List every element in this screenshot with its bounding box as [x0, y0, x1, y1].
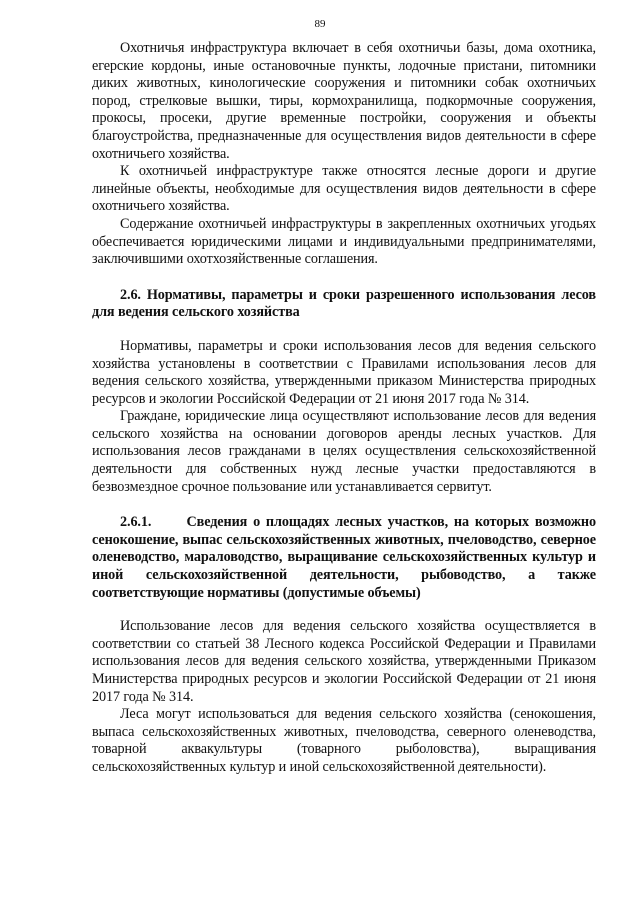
section-heading-2-6: 2.6. Нормативы, параметры и сроки разрешенного использования лесов для ведения сельского хозяйства	[92, 286, 596, 321]
paragraph-infrastructure-maintenance: Содержание охотничьей инфраструктуры в закрепленных охотничьих угодьях обеспечивается юридическими лицами и индивидуальными предпринимателями, заключившими охотхозяйственные соглашения.	[92, 215, 596, 268]
paragraph-citizens-use: Граждане, юридические лица осуществляют использование лесов для ведения сельского хозяйства на основании договоров аренды лесных участков. Для использования лесов гражданами в целях осуществления сельскохозяйственной деятельности для собственных нужд лесные участки предоставляются в безвозмездное срочное пользование или устанавливается сервитут.	[92, 408, 596, 495]
spacer	[92, 322, 596, 338]
paragraph-linear-objects: К охотничьей инфраструктуре также относятся лесные дороги и другие линейные объекты, необходимые для осуществления видов деятельности в сфере охотничьего хозяйства.	[92, 163, 596, 215]
page-content	[92, 40, 596, 777]
paragraph-hunting-infrastructure: Охотничья инфраструктура включает в себя охотничьи базы, дома охотника, егерские кордоны, иные остановочные пункты, лодочные пристани, питомники диких животных, кинологические сооружения и питомники собак охотничьих пород, стрелковые вышки, тиры, кормохранилища, подкормочные сооружения, прокосы, просеки, другие временные постройки, сооружения и объекты благоустройства, предназначенные для осуществления видов деятельности в сфере охотничьего хозяйства.	[92, 40, 596, 162]
paragraph-forest-use-article-38: Использование лесов для ведения сельского хозяйства осуществляется в соответствии со статьей 38 Лесного кодекса Российской Федерации и Правилами использования лесов для ведения сельского хозяйства, утвержденными Приказом Министерства природных ресурсов и экологии Российской Федерации от 21 июня 2017 года № 314.	[92, 618, 596, 705]
page-number: 89	[314, 18, 326, 30]
spacer	[92, 496, 596, 514]
paragraph-agriculture-activities: Леса могут использоваться для ведения сельского хозяйства (сенокошения, выпаса сельскохозяйственных животных, пчеловодства, северного оленеводства, товарной аквакультуры (товарного рыболовства), выращивания сельскохозяйственных культур и иной сельскохозяйственной деятельности).	[92, 706, 596, 775]
spacer	[92, 602, 596, 618]
spacer	[92, 269, 596, 287]
section-heading-2-6-1: 2.6.1. Сведения о площадях лесных участков, на которых возможно сенокошение, выпас сельскохозяйственных животных, пчеловодство, северное оленеводство, мараловодство, выращивание сельскохозяйственных культур и иной сельскохозяйственной деятельности, рыбоводство, а также соответствующие нормативы (допустимые объемы)	[92, 514, 596, 601]
paragraph-agriculture-norms: Нормативы, параметры и сроки использования лесов для ведения сельского хозяйства установлены в соответствии с Правилами использования лесов для ведения сельского хозяйства, утвержденными приказом Министерства природных ресурсов и экологии Российской Федерации от 21 июня 2017 года № 314.	[92, 337, 596, 407]
